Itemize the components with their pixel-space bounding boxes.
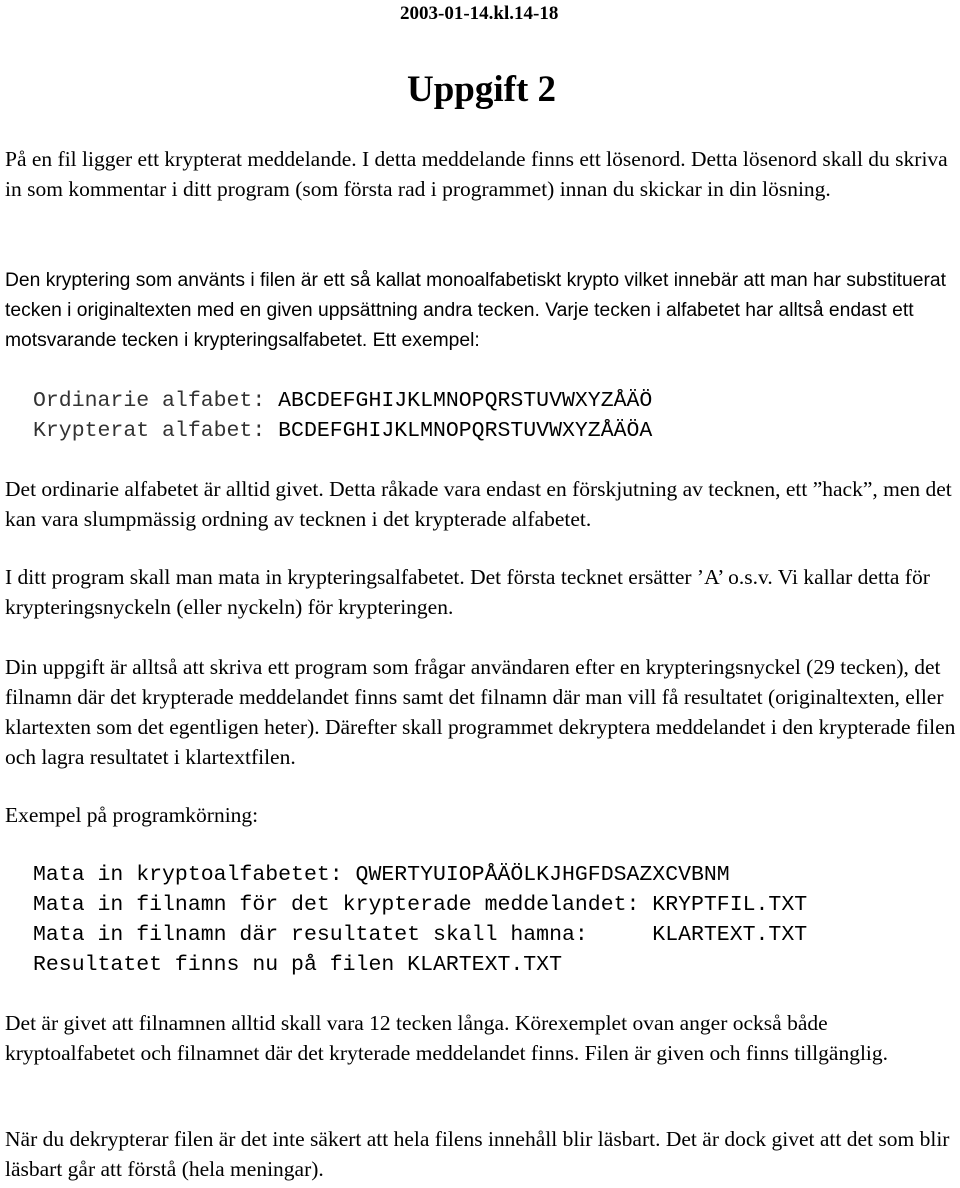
alphabet-encrypted-value: BCDEFGHIJKLMNOPQRSTUVWXYZÅÄÖA: [278, 419, 653, 443]
alphabet-ordinary-line: [33, 386, 652, 416]
paragraph-key-input: I ditt program skall man mata in krypteringsalfabetet. Det första tecknet ersätter ’A’ o.s.v. Vi kallar detta för krypteringsnyckeln (eller nyckeln) för krypteringen.: [5, 565, 930, 619]
program-run-line-1: Mata in kryptoalfabetet: QWERTYUIOPÅÄÖLKJHGFDSAZXCVBNM: [33, 863, 730, 887]
program-run-line-4: Resultatet finns nu på filen KLARTEXT.TXT: [33, 953, 562, 977]
program-run-line-3: Mata in filnamn där resultatet skall hamna: KLARTEXT.TXT: [33, 923, 808, 947]
paragraph-task: Din uppgift är alltså att skriva ett program som frågar användaren efter en krypteringsnyckel (29 tecken), det filnamn där det krypterade meddelandet finns samt det filnamn där man vill få resultatet (originaltexten, eller klartexten som det egentligen heter). Därefter skall programmet dekryptera meddelandet i den krypterade filen och lagra resultatet i klartextfilen.: [5, 655, 956, 769]
paragraph-ordinary-given: Det ordinarie alfabetet är alltid givet. Detta råkade vara endast en förskjutning av tecknen, ett ”hack”, men det kan vara slumpmässig ordning av tecknen i det krypterade alfabetet.: [5, 477, 952, 531]
alphabet-encrypted-line: [33, 416, 652, 446]
paragraph-intro: På en fil ligger ett krypterat meddelande. I detta meddelande finns ett lösenord. Detta lösenord skall du skriva in som kommentar i ditt program (som första rad i programmet) innan du skickar in din lösning.: [5, 147, 948, 201]
paragraph-closing: När du dekrypterar filen är det inte säkert att hela filens innehåll blir läsbart. Det är dock givet att det som blir läsbart går att förstå (hela meningar).: [5, 1127, 950, 1181]
paragraph-description: Den kryptering som använts i filen är ett så kallat monoalfabetiskt krypto vilket innebär att man har substituerat tecken i originaltexten med en given uppsättning andra tecken. Varje tecken i alfabetet har alltså endast ett motsvarande tecken i krypteringsalfabetet. Ett exempel:: [5, 270, 946, 351]
header-date: 2003-01-14.kl.14-18: [400, 3, 559, 24]
page-title: Uppgift 2: [407, 69, 557, 110]
alphabet-encrypted-label: Krypterat alfabet:: [33, 419, 279, 443]
example-heading: Exempel på programkörning:: [5, 803, 259, 827]
paragraph-filenames: Det är givet att filnamnen alltid skall vara 12 tecken långa. Körexemplet ovan anger också både kryptoalfabetet och filnamnet där det kryterade meddelandet finns. Filen är given och finns tillgänglig.: [5, 1011, 889, 1065]
alphabet-ordinary-label: Ordinarie alfabet:: [33, 389, 279, 413]
program-run-line-2: Mata in filnamn för det krypterade meddelandet: KRYPTFIL.TXT: [33, 893, 808, 917]
alphabet-ordinary-value: ABCDEFGHIJKLMNOPQRSTUVWXYZÅÄÖ: [278, 389, 653, 413]
